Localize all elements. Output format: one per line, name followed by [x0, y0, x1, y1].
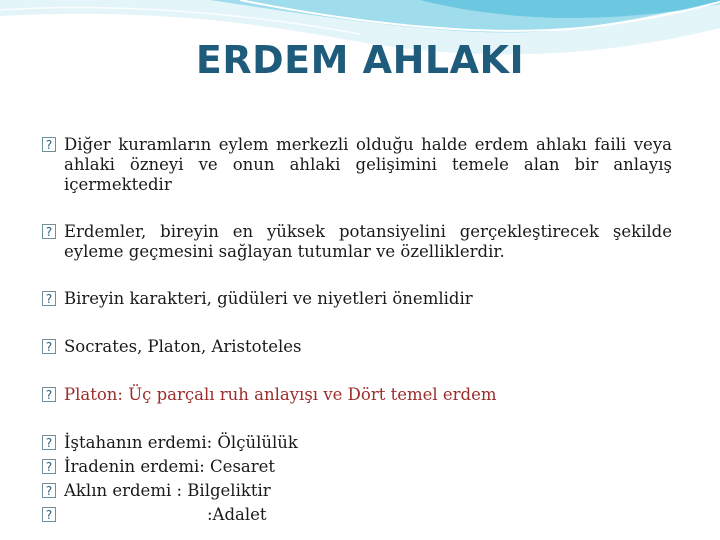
paragraph-text: Socrates, Platon, Aristoteles — [64, 337, 302, 356]
paragraph-platon — [42, 385, 672, 405]
virtue-item-adalet — [42, 505, 672, 525]
paragraph-text: Bireyin karakteri, güdüleri ve niyetleri önemlidir — [64, 289, 473, 308]
virtue-item-cesaret — [42, 457, 672, 477]
virtue-text: İradenin erdemi: Cesaret — [64, 457, 276, 476]
paragraph-karakter — [42, 289, 672, 309]
paragraph-philosophers — [42, 337, 672, 357]
virtue-text: İştahanın erdemi: Ölçülülük — [64, 433, 298, 452]
bullet-icon: ? — [42, 339, 56, 354]
bullet-icon: ? — [42, 483, 56, 498]
bullet-icon: ? — [42, 291, 56, 306]
bullet-icon: ? — [42, 137, 56, 152]
slide-title: ERDEM AHLAKI — [195, 38, 525, 82]
virtue-text: :Adalet — [207, 505, 267, 524]
virtue-text-row — [64, 505, 672, 525]
bullet-icon: ? — [42, 387, 56, 402]
paragraph-text: Erdemler, bireyin en yüksek potansiyelini gerçekleştirecek şekilde eyleme geçmesini sağlayan tutumlar ve özelliklerdir. — [64, 222, 672, 261]
paragraph-text: Diğer kuramların eylem merkezli olduğu halde erdem ahlakı faili veya ahlaki özneyi ve onun ahlaki gelişimini temele alan bir anlayış içermektedir — [64, 135, 672, 194]
paragraph-text-emphasis: Platon: Üç parçalı ruh anlayışı ve Dört temel erdem — [64, 385, 497, 404]
virtue-item-olculuk — [42, 433, 672, 453]
bullet-icon: ? — [42, 459, 56, 474]
bullet-icon: ? — [42, 224, 56, 239]
bullet-icon: ? — [42, 507, 56, 522]
bullet-icon: ? — [42, 435, 56, 450]
virtue-text: Aklın erdemi : Bilgeliktir — [64, 481, 271, 500]
paragraph-erdemler — [42, 222, 672, 262]
paragraph-faili — [42, 135, 672, 195]
virtue-item-bilgelik — [42, 481, 672, 501]
